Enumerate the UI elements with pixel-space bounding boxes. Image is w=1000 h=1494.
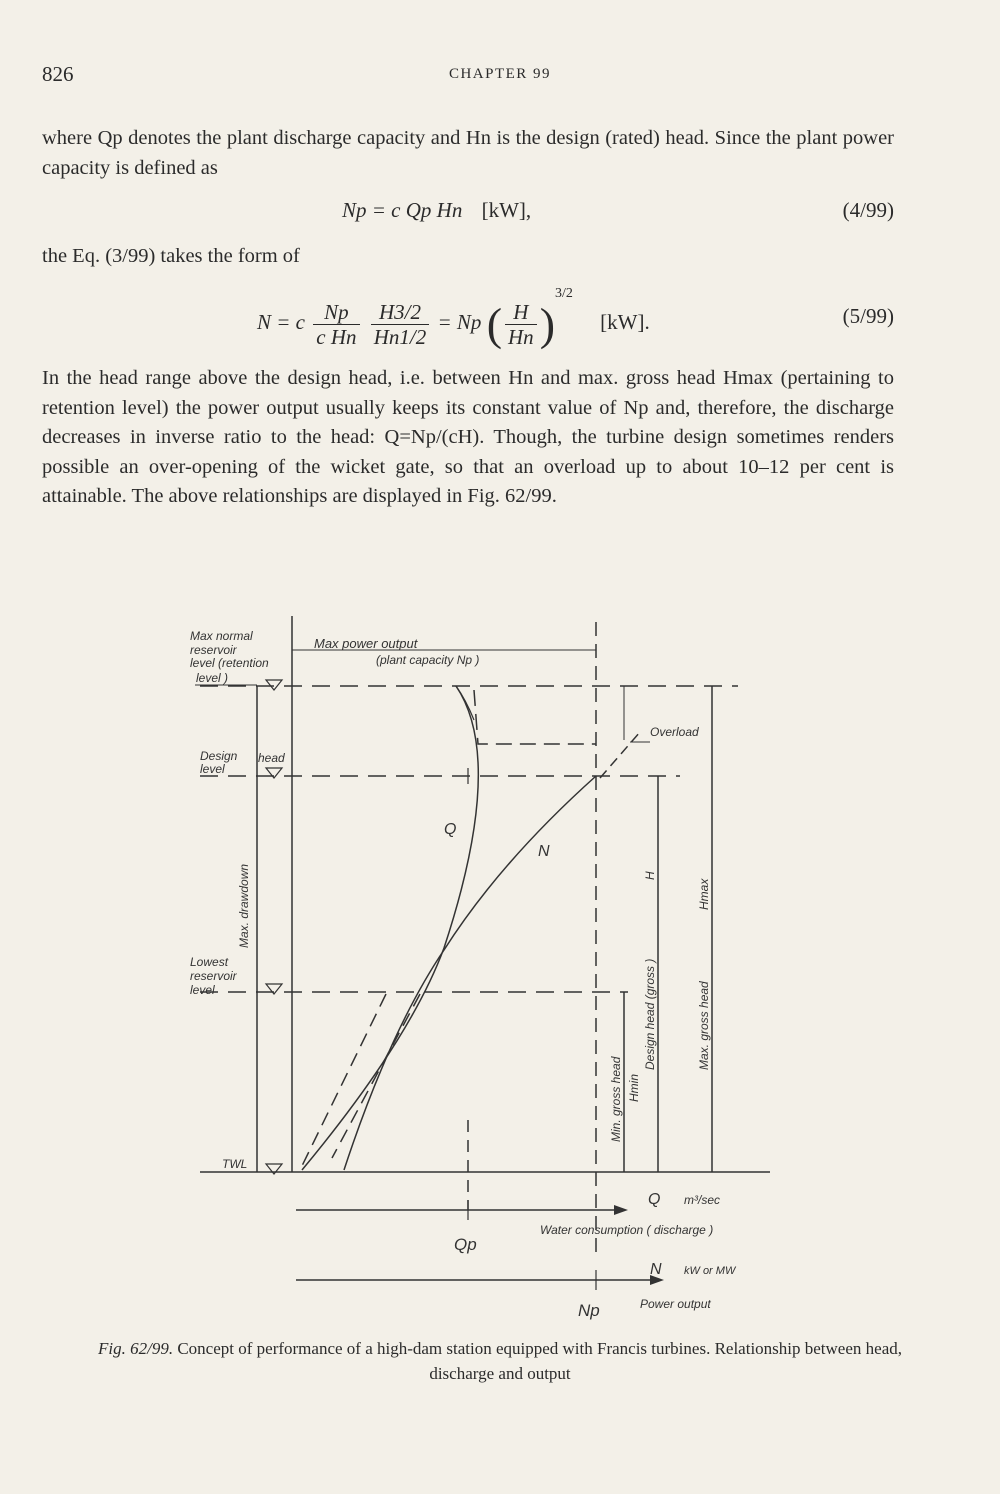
equation-5-number: (5/99)	[842, 304, 894, 328]
paragraph-3: In the head range above the design head, i.e. between Hn and max. gross head Hmax (pertaining to retention level) the power output usually keeps its constant value of Np and, therefore, the discharge decreases in inverse ratio to the head: Q=Np/(cH). Though, the turbine design sometimes renders possible an over-opening of the wicket gate, so that an overload up to about 10–12 per cent is attainable. The above relationships are displayed in Fig. 62/99.	[42, 367, 894, 507]
label-hmin: Hmin	[627, 1073, 641, 1102]
label-overload: Overload	[650, 725, 699, 739]
label-max-normal-2: reservoir	[190, 643, 237, 657]
label-axis-n-unit: kW or MW	[684, 1265, 736, 1277]
equation-4-number: (4/99)	[842, 198, 894, 222]
equation-5-lhs: N = c	[257, 310, 305, 334]
label-max-normal-4: level )	[196, 671, 229, 685]
label-curve-q: Q	[444, 821, 457, 838]
label-power-output: Power output	[640, 1297, 711, 1311]
equation-5-mid: = Np	[437, 310, 482, 334]
label-np: Np	[578, 1301, 600, 1320]
label-lowest-2: reservoir	[190, 969, 237, 983]
n-curve	[344, 776, 596, 1170]
equation-5-fraction-3: $\frac{H}{Hn}$	[505, 300, 537, 349]
label-max-drawdown: Max. drawdown	[237, 863, 251, 948]
equation-5-unit: [kW].	[600, 310, 650, 334]
label-axis-n: N	[650, 1261, 662, 1278]
equation-5-exponent: 3/2	[555, 286, 573, 301]
label-h: H	[643, 871, 657, 880]
label-qp: Qp	[454, 1235, 477, 1254]
label-curve-n: N	[538, 843, 550, 860]
label-twl: TWL	[222, 1157, 248, 1171]
equation-4-expression: Np = c Qp Hn	[342, 198, 463, 222]
label-hmax: Hmax	[697, 878, 711, 910]
equation-4-unit: [kW],	[481, 198, 532, 222]
figure-caption	[70, 1336, 930, 1386]
equation-5-fraction-2: $\frac{H3/2}{Hn1/2}$	[371, 300, 430, 349]
label-max-power-1: Max power output	[314, 636, 418, 651]
paragraph-2: the Eq. (3/99) takes the form of	[42, 245, 300, 267]
equation-5-fraction-1: $\frac{Np}{\text{c Hn}}$	[313, 300, 359, 349]
label-max-power-2: (plant capacity Np )	[376, 653, 480, 667]
label-head: head	[258, 751, 285, 765]
label-min-gross-head: Min. gross head	[609, 1056, 623, 1142]
q-curve	[302, 686, 478, 1170]
overload-step-line	[474, 690, 596, 744]
label-max-gross-head: Max. gross head	[697, 981, 711, 1070]
paragraph-1: where Qp denotes the plant discharge capacity and Hn is the design (rated) head. Since the plant power capacity is defined as	[42, 127, 894, 179]
label-lowest-3: level	[190, 983, 215, 997]
label-design-1: Design	[200, 749, 238, 763]
figure-caption-text: Concept of performance of a high-dam station equipped with Francis turbines. Relationship between head, discharge and output	[177, 1339, 902, 1383]
label-max-normal-3: level (retention	[190, 656, 269, 670]
label-design-2: level	[200, 762, 225, 776]
label-max-normal-1: Max normal	[190, 629, 253, 643]
page-number: 826	[42, 62, 74, 86]
running-head: CHAPTER 99	[448, 66, 552, 82]
label-lowest-1: Lowest	[190, 955, 229, 969]
label-water-consumption: Water consumption ( discharge )	[540, 1223, 714, 1237]
label-design-head: Design head (gross )	[643, 958, 657, 1070]
equation-5: N = c $\frac{Np}{\text{c Hn}}$ $\frac{H3/2}{Hn1/2}$ = Np ( $\frac{H}{Hn}$ )$^{3/2}$ [kW]. (5/99)	[257, 286, 894, 350]
label-axis-q-unit: m³/sec	[684, 1193, 720, 1207]
figure-caption-ref: Fig. 62/99.	[97, 1339, 174, 1358]
label-axis-q: Q	[648, 1191, 661, 1208]
